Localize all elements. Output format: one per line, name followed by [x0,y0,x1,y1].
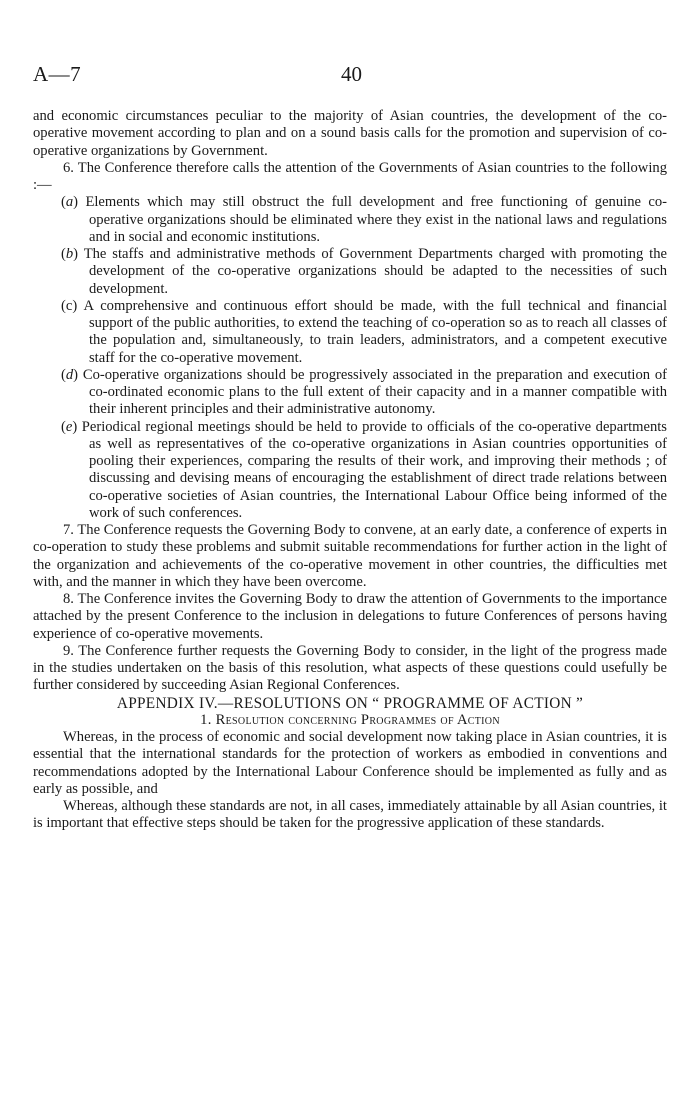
paragraph-7: 7. The Conference requests the Governing Body to convene, at an early date, a conference of experts in co-operation to study these problems and submit suitable recommendations for further action in the light of the organization and achievements of the co-operative movement in other countries, the difficulties met with, and the manner in which they have been overcome. [33,522,667,590]
document-reference: A—7 [33,62,82,86]
paragraph-8: 8. The Conference invites the Governing Body to draw the attention of Governments to the importance attached by the present Conference to the inclusion in delegations to future Conferences of persons having experience of co-operative movements. [33,591,667,642]
list-item-label: (b) [61,246,79,262]
list-item-a [33,194,667,246]
list-item-c [33,298,667,367]
body-text [33,108,667,833]
whereas-paragraph-2: Whereas, although these standards are not, in all cases, immediately attainable by all Asian countries, it is important that effective steps should be taken for the progressive application of these standards. [33,798,667,832]
list-item-label: (e) [61,418,78,435]
list-item-label: (c) [61,297,78,314]
list-item-label: (d) [61,366,79,383]
paragraph-6: 6. The Conference therefore calls the attention of the Governments of Asian countries to the following :— [33,159,667,193]
resolution-title: 1. Resolution concerning Programmes of Action [200,711,500,728]
list-item-text: A comprehensive and continuous effort should be made, with the full technical and financial support of the public authorities, to extend the teaching of co-operation so as to reach all classes of the population and, simultaneously, to train leaders, administrators, and a competent executive staff for the co-operative movement. [83,297,667,366]
list-item-text: Co-operative organizations should be progressively associated in the preparation and execution of co-ordinated economic plans to the full extent of their capacity and in a manner compatible with their inherent principles and their administrative autonomy. [82,366,667,418]
paragraph-continuation: and economic circumstances peculiar to the majority of Asian countries, the development of the co-operative movement according to plan and on a sound basis calls for the promotion and supervision of co-operative organizations by Government. [33,108,667,159]
appendix-title: APPENDIX IV.—RESOLUTIONS ON “ PROGRAMME OF ACTION ” [116,694,584,712]
list-item-text: Elements which may still obstruct the full development and free functioning of genuine co-operative organizations should be eliminated where they exist in the national laws and regulations and in social and economic institutions. [85,194,667,245]
list-item-text: The staffs and administrative methods of Government Departments charged with promoting the development of the co-operative organizations should be adapted to the necessities of such development. [83,246,667,297]
list-item-d [33,367,667,419]
list-item-text: Periodical regional meetings should be held to provide to officials of the co-operative departments as well as representatives of the co-operative organizations in Asian countries opportunities of pooling their experiences, comparing the results of their work, and improving their methods ; of discussing and devising means of encouraging the establishment of direct trade relations between co-operative societies of Asian countries, the International Labour Office being informed of the work of such conferences. [81,418,667,521]
list-item-e [33,419,667,523]
page-number: 40 [341,62,362,86]
paragraph-9: 9. The Conference further requests the Governing Body to consider, in the light of the progress made in the studies undertaken on the basis of this resolution, what aspects of these questions could usefully be further considered by succeeding Asian Regional Conferences. [33,642,667,694]
list-item-label: (a) [61,194,79,211]
whereas-paragraph-1: Whereas, in the process of economic and social development now taking place in Asian countries, it is essential that the international standards for the protection of workers as embodied in conventions and recommendations adopted by the International Labour Conference should be implemented as fully and as early as possible, and [33,729,667,797]
list-item-b [33,246,667,298]
